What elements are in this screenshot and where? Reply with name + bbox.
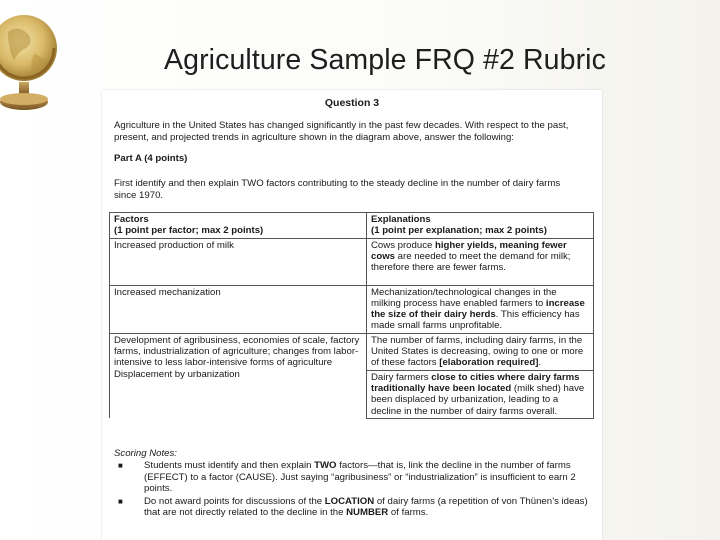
bullet-icon: ■: [118, 496, 123, 506]
header-explanations-sub: (1 point per explanation; max 2 points): [371, 225, 547, 237]
list-item: [118, 460, 594, 495]
header-factors: [110, 213, 367, 239]
explanation-text: (milk shed) have been displaced by urbanization, leading to a decline in the number of dairy farms overall.: [371, 382, 585, 417]
note-text: of dairy farms (a repetition of von Thünen’s ideas) that are not directly related to the decline in the: [144, 495, 588, 519]
table-row: [110, 333, 594, 418]
explanation-text: Dairy farmers: [371, 371, 432, 383]
explanation-cell: [367, 238, 594, 285]
slide-title: Agriculture Sample FRQ #2 Rubric: [164, 44, 606, 76]
note-emphasis: TWO: [314, 460, 337, 472]
explanation-text: Cows produce: [371, 239, 435, 251]
table-header-row: [110, 213, 594, 239]
explanation-cell: [367, 333, 594, 418]
scoring-notes-list: [114, 460, 594, 518]
factor-cell: Increased production of milk: [110, 238, 367, 285]
rubric-document: [102, 90, 602, 540]
note-text: Students must identify and then explain: [144, 460, 315, 472]
question-intro: Agriculture in the United States has changed significantly in the past few decades. With respect to the past, present, and projected trends in agriculture shown in the diagram above, answer the following:: [114, 120, 569, 143]
scoring-notes-title: Scoring Notes:: [114, 448, 177, 459]
part-a-heading: Part A (4 points): [114, 153, 188, 164]
explanation-block: [367, 334, 593, 371]
bullet-icon: ■: [118, 461, 123, 471]
factor-cell: [110, 333, 367, 418]
note-emphasis: LOCATION: [324, 495, 375, 507]
factor-cell: Increased mechanization: [110, 285, 367, 333]
question-heading: Question 3: [324, 97, 380, 109]
explanation-emphasis: close to cities where dairy farms traditionally have been located: [371, 371, 580, 394]
rubric-table: [109, 212, 594, 419]
explanation-text: The number of farms, including dairy farms, in the United States is decreasing, owing to one or more of these factors: [371, 334, 584, 369]
explanation-block: [367, 371, 593, 418]
header-explanations-label: Explanations: [371, 214, 431, 225]
table-row: [110, 285, 594, 333]
explanation-emphasis: [elaboration required]: [439, 357, 539, 369]
factor-text: Displacement by urbanization: [114, 368, 240, 380]
list-item: [118, 495, 594, 519]
explanation-emphasis: higher yields, meaning fewer cows: [371, 239, 567, 262]
note-text: of farms.: [388, 507, 429, 519]
explanation-text: . This efficiency has made small farms unprofitable.: [371, 309, 580, 332]
note-text: factors—that is, link the decline in the number of farms (EFFECT) to a factor (CAUSE). Just saying “agribusiness” or “industrialization” is insufficient to earn 2 points.: [144, 460, 576, 495]
explanation-text: .: [538, 357, 542, 369]
note-emphasis: NUMBER: [346, 507, 389, 519]
explanation-cell: [367, 285, 594, 333]
scoring-notes: [114, 448, 594, 519]
explanation-text: are needed to meet the demand for milk; therefore there are fewer farms.: [371, 250, 571, 274]
part-a-prompt: First identify and then explain TWO factors contributing to the steady decline in the number of dairy farms since 1970.: [114, 178, 561, 201]
explanation-emphasis: increase the size of their dairy herds: [371, 297, 585, 321]
factor-text: Development of agribusiness, economies of scale, factory farms, industrialization of agriculture; changes from labor-intensive to less labor-intensive forms of agriculture: [114, 334, 360, 369]
header-explanations: [367, 213, 594, 239]
header-factors-label: Factors: [114, 214, 149, 225]
note-text: Do not award points for discussions of the: [144, 495, 325, 507]
explanation-text: Mechanization/technological changes in the milking process have enabled farmers to: [371, 286, 557, 309]
table-row: [110, 238, 594, 285]
header-factors-sub: (1 point per factor; max 2 points): [114, 225, 264, 237]
